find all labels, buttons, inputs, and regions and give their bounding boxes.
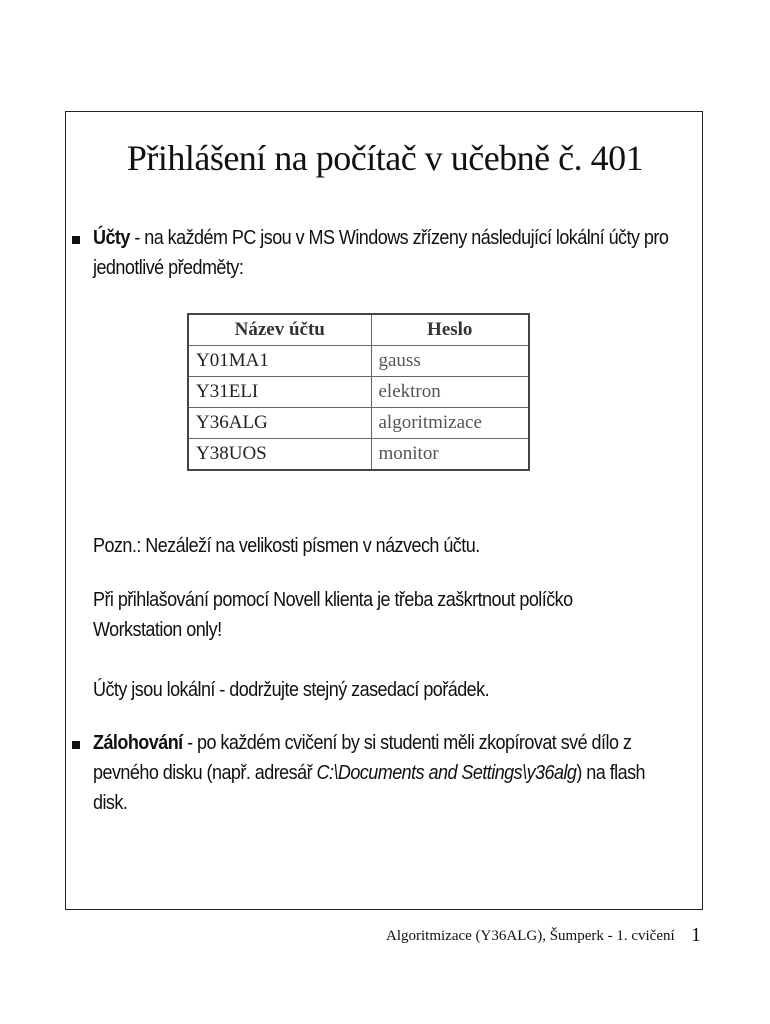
table-row bbox=[188, 346, 529, 377]
account-name-cell: Y36ALG bbox=[188, 408, 371, 439]
account-name-cell: Y31ELI bbox=[188, 377, 371, 408]
footer-text: Algoritmizace (Y36ALG), Šumperk - 1. cvičení bbox=[386, 928, 675, 944]
table-row bbox=[188, 377, 529, 408]
password-cell: elektron bbox=[371, 377, 529, 408]
password-cell: monitor bbox=[371, 439, 529, 471]
backup-text-line2-post: ) na flash bbox=[576, 762, 646, 784]
backup-path: C:\Documents and Settings\y36alg bbox=[316, 762, 577, 784]
table-row bbox=[188, 439, 529, 471]
accounts-table bbox=[187, 313, 530, 471]
column-header-password: Heslo bbox=[371, 314, 529, 346]
account-name-cell: Y01MA1 bbox=[188, 346, 371, 377]
accounts-paragraph bbox=[93, 223, 705, 283]
bullet-marker bbox=[72, 741, 80, 749]
page-number: 1 bbox=[691, 924, 701, 946]
backup-label: Zálohování bbox=[93, 732, 183, 754]
table-header-row bbox=[188, 314, 529, 346]
accounts-label: Účty bbox=[93, 227, 130, 249]
slide-title: Přihlášení na počítač v učebně č. 401 bbox=[126, 138, 644, 178]
backup-paragraph bbox=[93, 728, 705, 818]
accounts-text-line1: - na každém PC jsou v MS Windows zřízeny následující lokální účty pro bbox=[129, 227, 669, 249]
bullet-marker bbox=[72, 236, 80, 244]
password-cell: gauss bbox=[371, 346, 529, 377]
backup-text-line2-pre: pevného disku (např. adresář bbox=[93, 762, 317, 784]
note-novell-line2: Workstation only! bbox=[93, 619, 222, 641]
note-local-accounts: Účty jsou lokální - dodržujte stejný zasedací pořádek. bbox=[93, 679, 490, 701]
backup-text-line3: disk. bbox=[93, 792, 128, 814]
password-cell: algoritmizace bbox=[371, 408, 529, 439]
accounts-text-line2: jednotlivé předměty: bbox=[93, 257, 244, 279]
table-row bbox=[188, 408, 529, 439]
note-novell-line1: Při přihlašování pomocí Novell klienta je třeba zaškrtnout políčko bbox=[93, 589, 573, 611]
column-header-account-name: Název účtu bbox=[188, 314, 371, 346]
backup-text-line1: - po každém cvičení by si studenti měli zkopírovat své dílo z bbox=[182, 732, 632, 754]
account-name-cell: Y38UOS bbox=[188, 439, 371, 471]
note-novell bbox=[93, 585, 705, 645]
note-case-insensitive: Pozn.: Nezáleží na velikosti písmen v názvech účtu. bbox=[93, 535, 480, 557]
